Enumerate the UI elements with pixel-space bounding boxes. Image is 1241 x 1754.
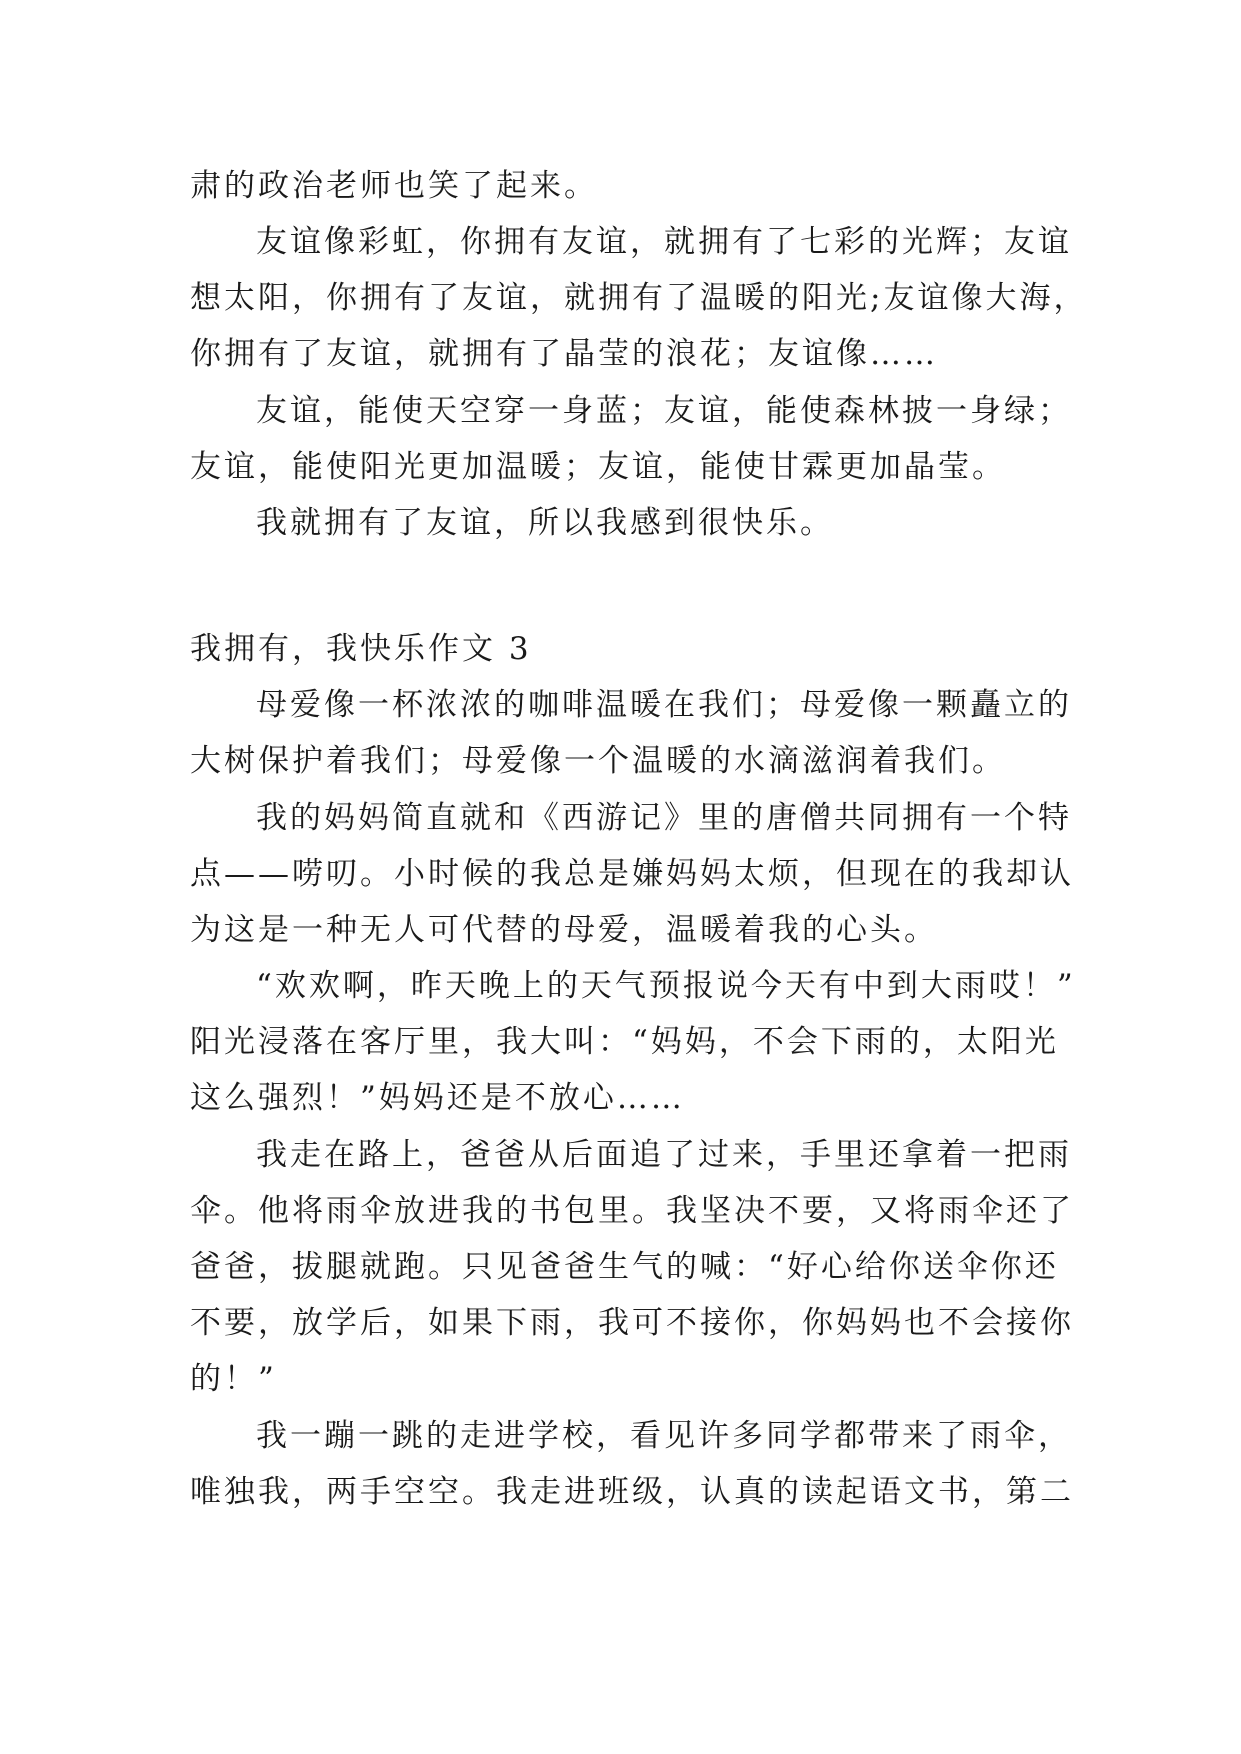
text-line: 友谊，能使阳光更加温暖；友谊，能使甘霖更加晶莹。 [190, 449, 1006, 485]
text-line: 唯独我，两手空空。我走进班级，认真的读起语文书，第二 [190, 1474, 1074, 1510]
text-line: 的！” [190, 1361, 277, 1397]
text-line: 爸爸，拔腿就跑。只见爸爸生气的喊：“好心给你送伞你还 [190, 1249, 1059, 1285]
text-line: 大树保护着我们；母爱像一个温暖的水滴滋润着我们。 [190, 743, 1006, 779]
text-line: 友谊，能使天空穿一身蓝；友谊，能使森林披一身绿； [256, 393, 1072, 429]
text-line: 母爱像一杯浓浓的咖啡温暖在我们；母爱像一颗矗立的 [256, 687, 1072, 723]
text-line: 阳光浸落在客厅里，我大叫：“妈妈，不会下雨的，太阳光 [190, 1024, 1059, 1060]
text-line: 我的妈妈简直就和《西游记》里的唐僧共同拥有一个特 [256, 800, 1072, 836]
text-line: 我就拥有了友谊，所以我感到很快乐。 [256, 505, 834, 541]
text-line: 点——唠叨。小时候的我总是嫌妈妈太烦，但现在的我却认 [190, 856, 1074, 892]
text-line: 友谊像彩虹，你拥有友谊，就拥有了七彩的光辉；友谊 [256, 224, 1072, 260]
text-line: 为这是一种无人可代替的母爱，温暖着我的心头。 [190, 912, 938, 948]
text-line: 这么强烈！”妈妈还是不放心…… [190, 1080, 685, 1116]
text-line: “欢欢啊，昨天晚上的天气预报说今天有中到大雨哎！” [256, 968, 1076, 1004]
section-heading: 我拥有，我快乐作文 3 [190, 631, 532, 667]
text-line: 伞。他将雨伞放进我的书包里。我坚决不要，又将雨伞还了 [190, 1193, 1074, 1229]
text-line: 我走在路上，爸爸从后面追了过来，手里还拿着一把雨 [256, 1137, 1072, 1173]
text-line: 想太阳，你拥有了友谊，就拥有了温暖的阳光;友谊像大海， [190, 280, 1088, 316]
text-line: 你拥有了友谊，就拥有了晶莹的浪花；友谊像…… [190, 336, 938, 372]
text-line: 不要，放学后，如果下雨，我可不接你，你妈妈也不会接你 [190, 1305, 1074, 1341]
text-line: 我一蹦一跳的走进学校，看见许多同学都带来了雨伞， [256, 1418, 1072, 1454]
text-line: 肃的政治老师也笑了起来。 [190, 168, 598, 204]
